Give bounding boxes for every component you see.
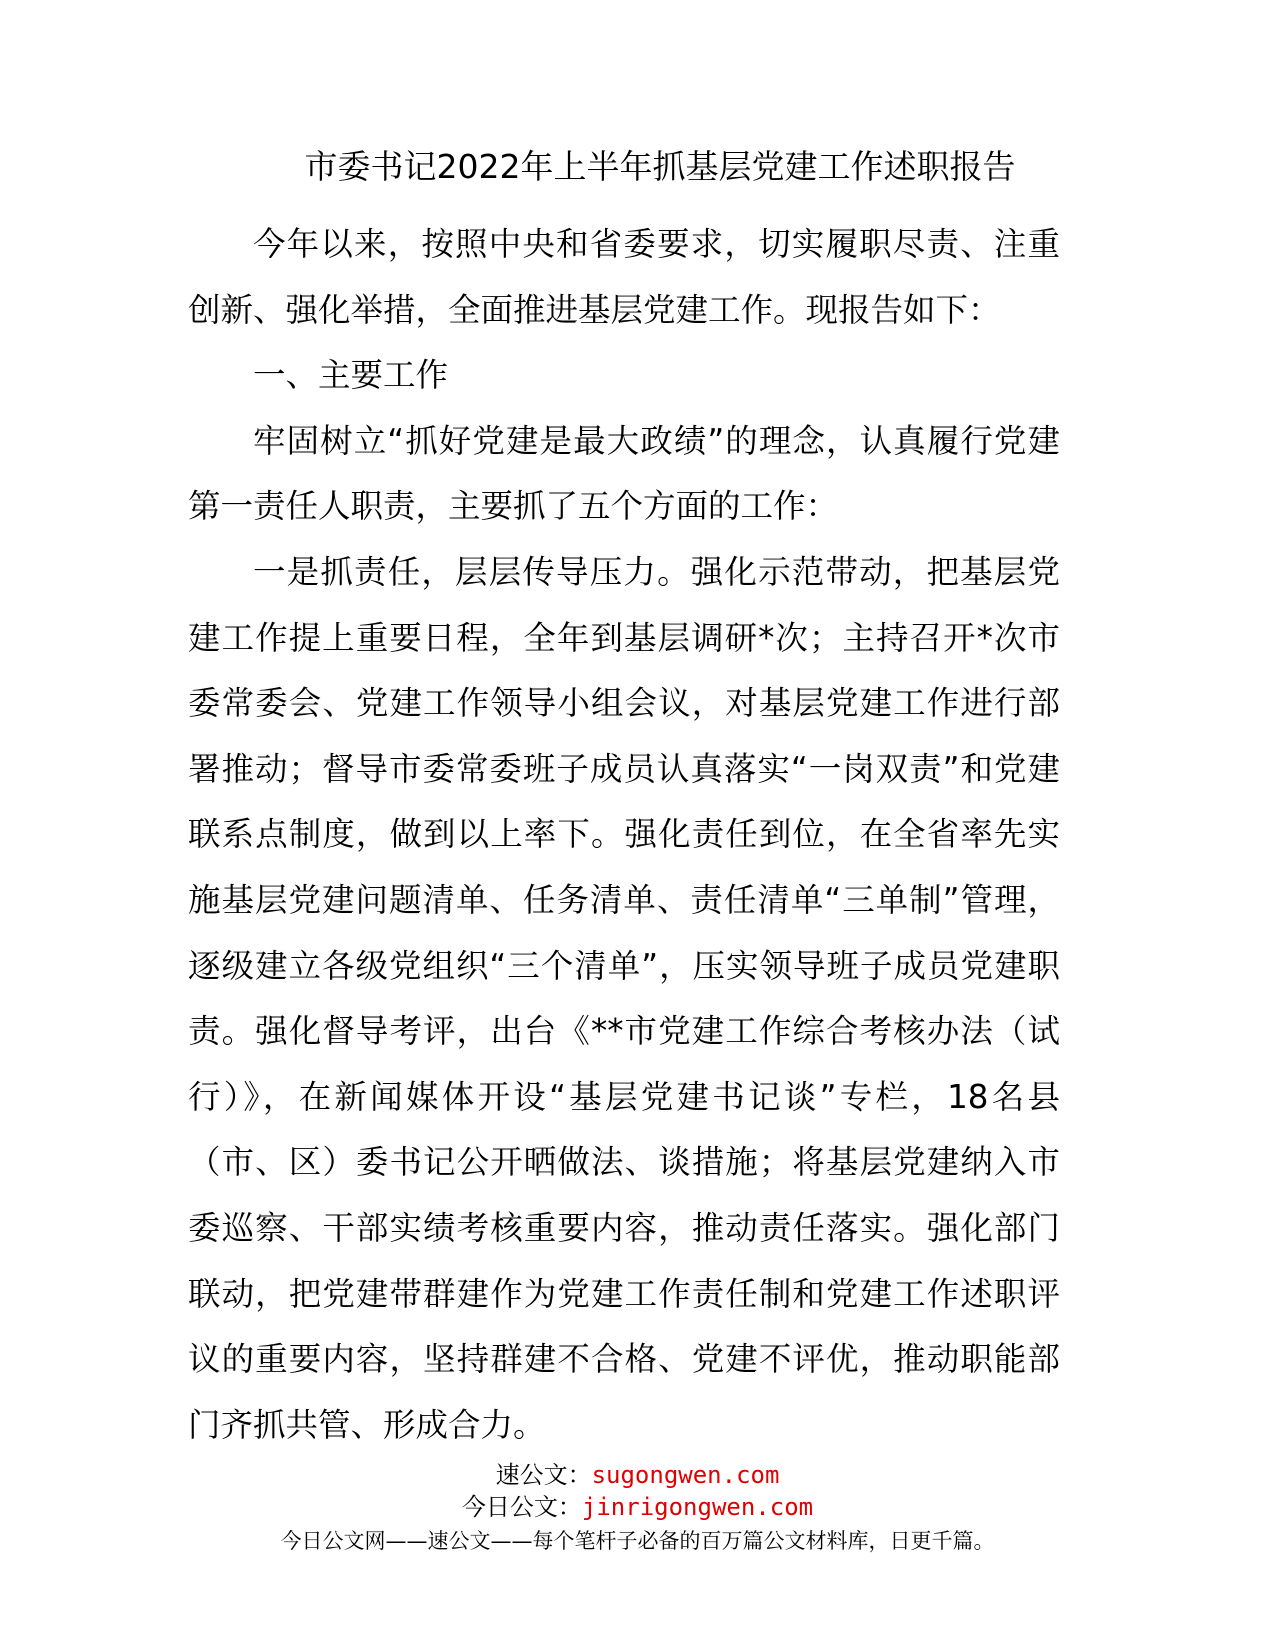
footer-link-sugongwen[interactable]: sugongwen.com [591, 1461, 780, 1489]
document-title: 市委书记2022年上半年抓基层党建工作述职报告 [304, 147, 1016, 186]
paragraph-intro: 今年以来，按照中央和省委要求，切实履职尽责、注重创新、强化举措，全面推进基层党建工作。现报告如下： [188, 225, 1060, 329]
footer-line-jinrigongwen [0, 1490, 1275, 1524]
document-body [188, 212, 1060, 1458]
footer-label-jinrigongwen: 今日公文： [461, 1493, 582, 1521]
footer-tagline: 今日公文网——速公文——每个笔杆子必备的百万篇公文材料库，日更千篇。 [280, 1529, 995, 1553]
paragraph-responsibility: 一是抓责任，层层传导压力。强化示范带动，把基层党建工作提上重要日程，全年到基层调研*次；主持召开*次市委常委会、党建工作领导小组会议，对基层党建工作进行部署推动；督导市委常委班子成员认真落实“一岗双责”和党建联系点制度，做到以上率下。强化责任到位，在全省率先实施基层党建问题清单、任务清单、责任清单“三单制”管理，逐级建立各级党组织“三个清单”，压实领导班子成员党建职责。强化督导考评，出台《**市党建工作综合考核办法（试行）》，在新闻媒体开设“基层党建书记谈”专栏，18名县（市、区）委书记公开晒做法、谈措施；将基层党建纳入市委巡察、干部实绩考核重要内容，推动责任落实。强化部门联动，把党建带群建作为党建工作责任制和党建工作述职评议的重要内容，坚持群建不合格、党建不评优，推动职能部门齐抓共管、形成合力。 [188, 552, 1060, 1444]
paragraph-overview: 牢固树立“抓好党建是最大政绩”的理念，认真履行党建第一责任人职责，主要抓了五个方面的工作： [188, 421, 1060, 526]
footer-line-sugongwen [0, 1458, 1275, 1492]
footer-link-jinrigongwen[interactable]: jinrigongwen.com [581, 1493, 814, 1521]
section-heading: 一、主要工作 [253, 356, 449, 395]
footer-label-sugongwen: 速公文： [495, 1461, 592, 1489]
